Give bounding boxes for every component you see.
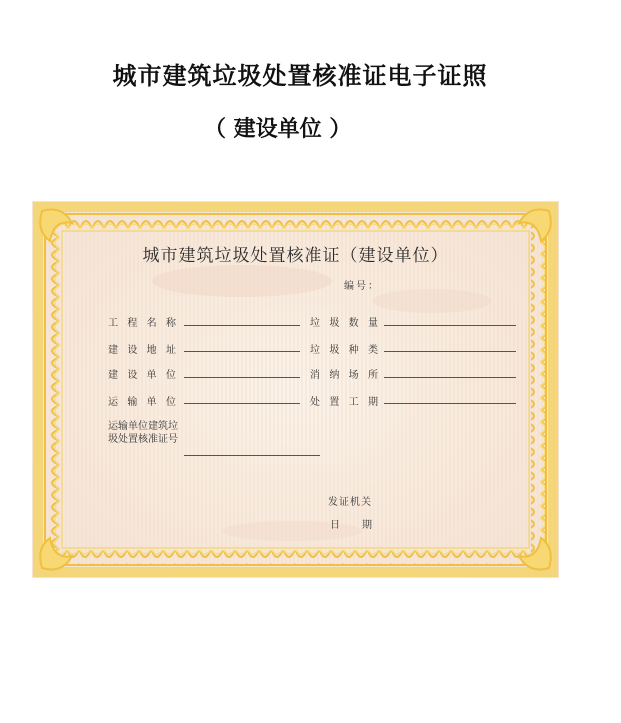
waste-type-label: 垃圾种类 xyxy=(310,345,378,356)
waste-type-field xyxy=(384,351,516,352)
document-title: 城市建筑垃圾处置核准证电子证照 xyxy=(112,61,488,90)
serial-number-label: 编号： xyxy=(344,281,380,292)
disposal-site-label: 消纳场所 xyxy=(310,370,378,381)
waste-quantity-field xyxy=(384,325,516,326)
document-subtitle: （ 建设单位 ） xyxy=(204,116,352,142)
disposal-period-field xyxy=(384,403,516,404)
transport-unit-label: 运输单位 xyxy=(108,397,176,408)
certificate-image xyxy=(32,201,559,578)
issue-date-label: 日期 xyxy=(330,520,372,531)
transport-unit-field xyxy=(184,403,300,404)
issuing-authority-label: 发证机关 xyxy=(328,497,372,508)
project-name-field xyxy=(184,325,300,326)
disposal-site-field xyxy=(384,377,516,378)
construction-unit-label: 建设单位 xyxy=(108,370,176,381)
disposal-period-label: 处置工期 xyxy=(310,397,378,408)
construction-unit-field xyxy=(184,377,300,378)
construction-address-label: 建设地址 xyxy=(108,345,176,356)
construction-address-field xyxy=(184,351,300,352)
waste-quantity-label: 垃圾数量 xyxy=(310,318,378,329)
transport-permit-number-label: 运输单位建筑垃圾处置核准证号 xyxy=(108,421,178,445)
transport-permit-number-field xyxy=(184,455,320,456)
certificate-title: 城市建筑垃圾处置核准证（建设单位） xyxy=(142,246,449,266)
project-name-label: 工程名称 xyxy=(108,318,176,329)
